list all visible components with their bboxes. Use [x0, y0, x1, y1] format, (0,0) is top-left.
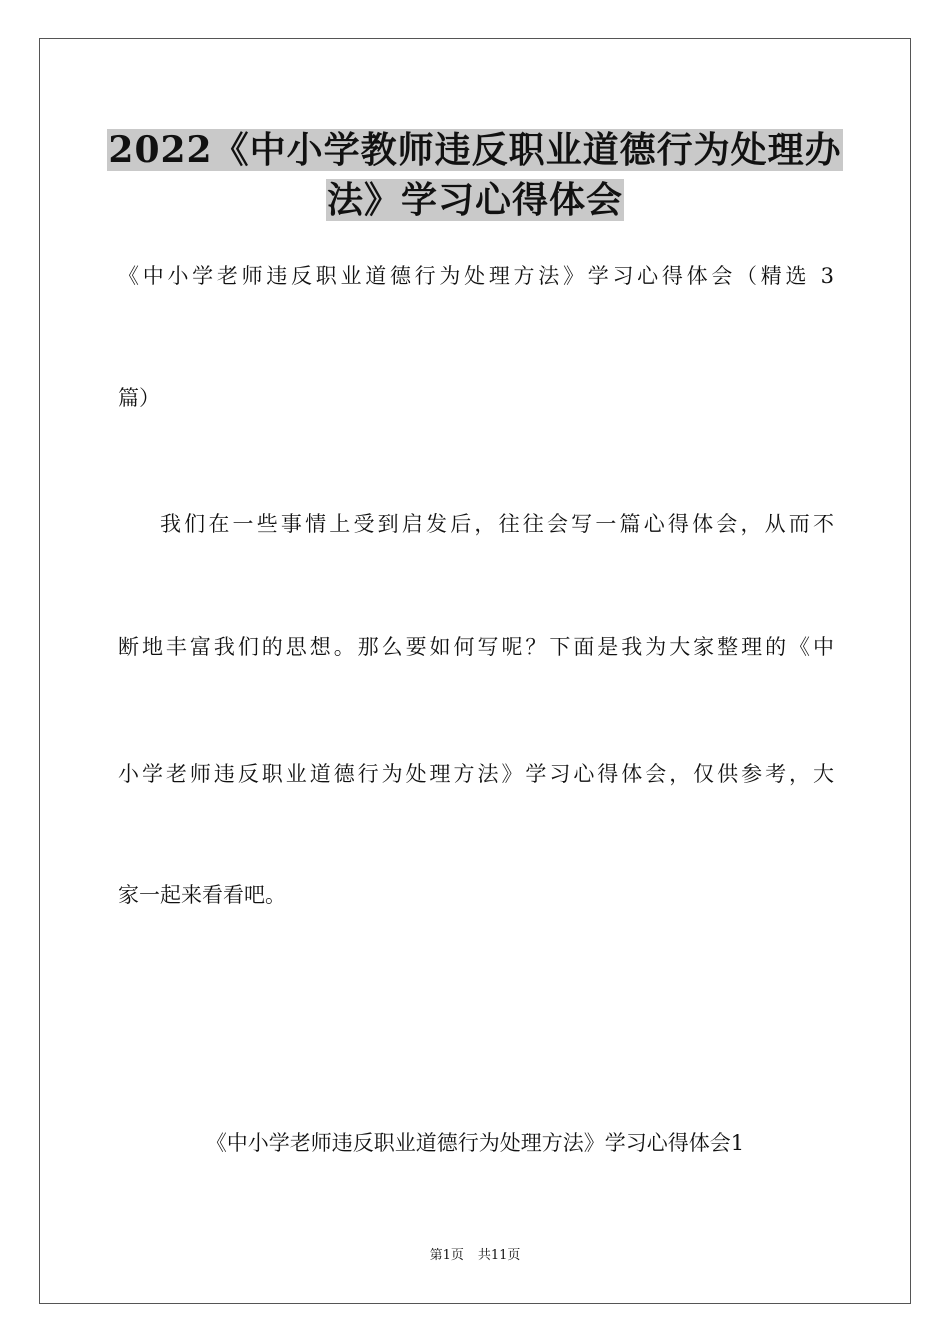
paragraph-line: 家一起来看看吧。	[118, 883, 286, 907]
paragraph-line: 我们在一些事情上受到启发后，往往会写一篇心得体会，从而不	[160, 512, 834, 536]
document-title-line-2	[0, 178, 950, 222]
page-total: 共11页	[477, 1248, 521, 1263]
section-heading: 《中小学老师违反职业道德行为处理方法》学习心得体会1	[205, 1131, 745, 1155]
paragraph-line: 小学老师违反职业道德行为处理方法》学习心得体会，仅供参考，大	[118, 762, 834, 786]
page-number: 第1页	[429, 1248, 464, 1263]
paragraph-line: 篇）	[118, 386, 160, 410]
paragraph-line: 断地丰富我们的思想。那么要如何写呢？下面是我为大家整理的《中	[118, 635, 834, 659]
document-title-line-1	[0, 128, 950, 172]
title-text-2: 法》学习心得体会	[326, 179, 623, 221]
paragraph-line: 《中小学老师违反职业道德行为处理方法》学习心得体会（精选 3	[118, 264, 834, 288]
title-text-1: 2022《中小学教师违反职业道德行为处理办	[108, 129, 842, 171]
page-border	[39, 38, 911, 1304]
page-footer	[0, 1247, 950, 1265]
